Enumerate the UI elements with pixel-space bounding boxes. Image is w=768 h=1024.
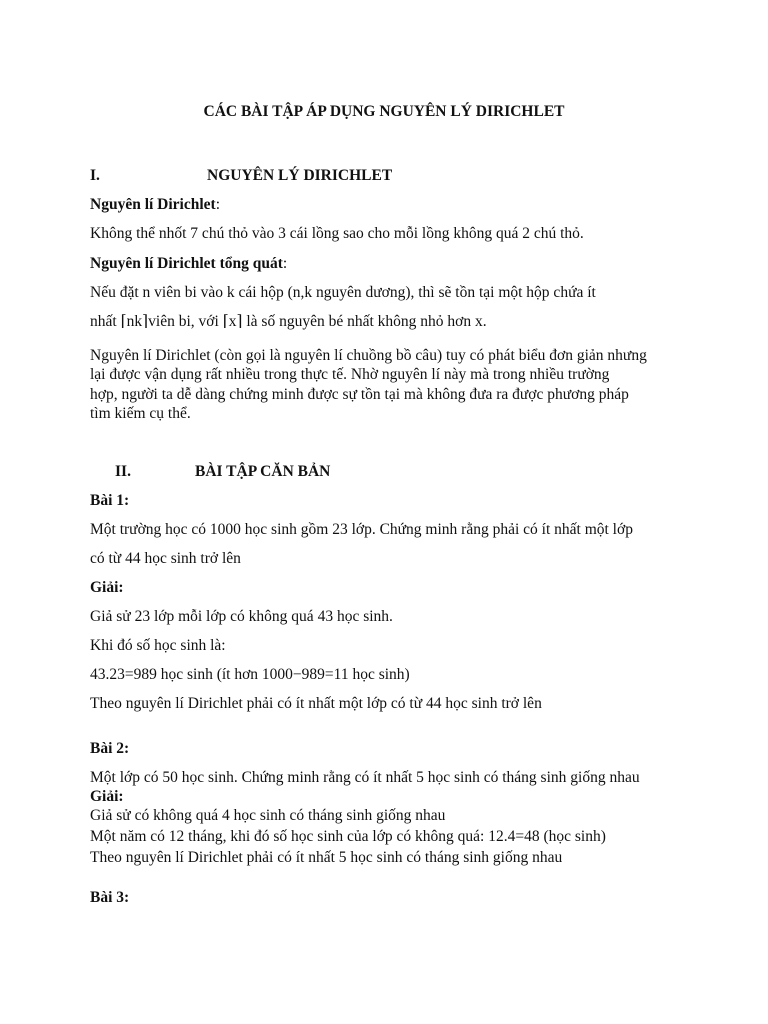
paragraph-line: Nguyên lí Dirichlet (còn gọi là nguyên lí chuồng bồ câu) tuy có phát biểu đơn giản nhưng (90, 347, 647, 364)
paragraph-line: tìm kiếm cụ thể. (90, 405, 191, 422)
principle-heading (90, 196, 220, 215)
section-1-number: I. (90, 167, 100, 184)
exercise-2-solution-line: Giả sử có không quá 4 học sinh có tháng sinh giống nhau (90, 807, 446, 824)
exercise-2-problem: Một lớp có 50 học sinh. Chứng minh rằng có ít nhất 5 học sinh có tháng sinh giống nhau (90, 769, 640, 786)
section-1-heading: NGUYÊN LÝ DIRICHLET (207, 167, 393, 184)
paragraph-line: hợp, người ta dễ dàng chứng minh được sự tồn tại mà không đưa ra được phương pháp (90, 386, 629, 403)
paragraph-line: lại được vận dụng rất nhiều trong thực tế. Nhờ nguyên lí này mà trong nhiều trường (90, 366, 610, 383)
exercise-1-solution-line: 43.23=989 học sinh (ít hơn 1000−989=11 học sinh) (90, 666, 410, 683)
exercise-1-problem-line-2: có từ 44 học sinh trở lên (90, 550, 241, 567)
exercise-1-solution-label: Giải: (90, 579, 124, 596)
exercise-2-solution-line: Một năm có 12 tháng, khi đó số học sinh của lớp có không quá: 12.4=48 (học sinh) (90, 828, 606, 845)
exercise-1-solution-line: Theo nguyên lí Dirichlet phải có ít nhất một lớp có từ 44 học sinh trở lên (90, 695, 542, 712)
exercise-1-problem-line-1: Một trường học có 1000 học sinh gồm 23 lớp. Chứng minh rằng phải có ít nhất một lớp (90, 521, 633, 538)
section-2-number: II. (115, 463, 131, 480)
exercise-1-solution-line: Giả sử 23 lớp mỗi lớp có không quá 43 học sinh. (90, 608, 393, 625)
exercise-2-label: Bài 2: (90, 740, 130, 757)
section-2-heading: BÀI TẬP CĂN BẢN (195, 463, 331, 480)
principle-label: Nguyên lí Dirichlet (90, 196, 216, 213)
exercise-1-solution-line: Khi đó số học sinh là: (90, 637, 226, 654)
general-principle-colon: : (282, 255, 288, 272)
exercise-3-label: Bài 3: (90, 889, 130, 906)
principle-colon: : (215, 196, 221, 213)
exercise-1-label: Bài 1: (90, 492, 130, 509)
exercise-2-solution-line: Theo nguyên lí Dirichlet phải có ít nhất 5 học sinh có tháng sinh giống nhau (90, 849, 563, 866)
general-principle-line-1: Nếu đặt n viên bi vào k cái hộp (n,k nguyên dương), thì sẽ tồn tại một hộp chứa ít (90, 284, 596, 301)
general-principle-label: Nguyên lí Dirichlet tổng quát (90, 255, 283, 272)
exercise-2-solution-label: Giải: (90, 788, 124, 805)
page-title: CÁC BÀI TẬP ÁP DỤNG NGUYÊN LÝ DIRICHLET (203, 103, 565, 120)
principle-text: Không thể nhốt 7 chú thỏ vào 3 cái lồng sao cho mỗi lồng không quá 2 chú thỏ. (90, 225, 584, 242)
general-principle-heading (90, 255, 287, 274)
general-principle-line-2: nhất ⌈nk⌉viên bi, với ⌈x⌉ là số nguyên bé nhất không nhỏ hơn x. (90, 313, 487, 330)
